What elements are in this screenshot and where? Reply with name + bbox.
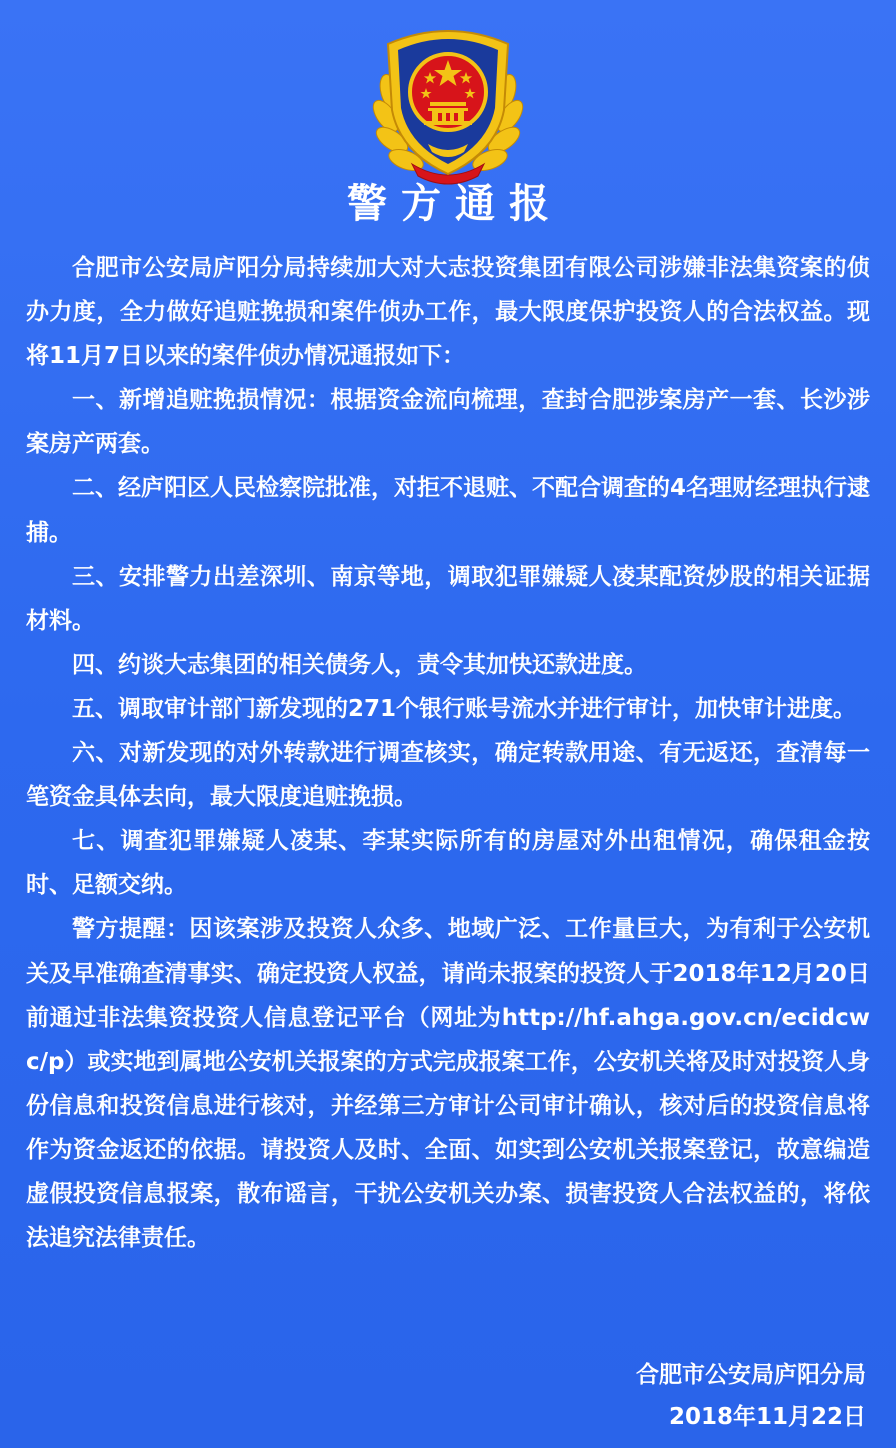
item-7-paragraph: 七、调查犯罪嫌疑人凌某、李某实际所有的房屋对外出租情况，确保租金按时、足额交纳。	[26, 828, 870, 899]
item-3-paragraph: 三、安排警力出差深圳、南京等地，调取犯罪嫌疑人凌某配资炒股的相关证据材料。	[26, 563, 870, 634]
item-6-paragraph: 六、对新发现的对外转款进行调查核实，确定转款用途、有无返还，查清每一笔资金具体去向，最大限度追赃挽损。	[26, 740, 870, 811]
item-5-paragraph: 五、调取审计部门新发现的271个银行账号流水并进行审计，加快审计进度。	[72, 695, 857, 722]
signature-block	[636, 1354, 866, 1438]
page-title: 警方通报	[347, 181, 563, 227]
intro-paragraph: 合肥市公安局庐阳分局持续加大对大志投资集团有限公司涉嫌非法集资案的侦办力度，全力做好追赃挽损和案件侦办工作，最大限度保护投资人的合法权益。现将11月7日以来的案件侦办情况通报如下：	[26, 255, 870, 370]
notice-body	[26, 246, 870, 1260]
item-1-paragraph: 一、新增追赃挽损情况：根据资金流向梳理，查封合肥涉案房产一套、长沙涉案房产两套。	[26, 387, 870, 458]
police-emblem-icon	[368, 14, 528, 186]
police-reminder-paragraph: 警方提醒：因该案涉及投资人众多、地域广泛、工作量巨大，为有利于公安机关及早准确查清事实、确定投资人权益，请尚未报案的投资人于2018年12月20日前通过非法集资投资人信息登记平台（网址为http://hf.ahga.gov.cn/ecidcwc/p）或实地到属地公安机关报案的方式完成报案工作，公安机关将及时对投资人身份信息和投资信息进行核对，并经第三方审计公司审计确认，核对后的投资信息将作为资金返还的依据。请投资人及时、全面、如实到公安机关报案登记，故意编造虚假投资信息报案，散布谣言，干扰公安机关办案、损害投资人合法权益的，将依法追究法律责任。	[26, 916, 870, 1252]
issue-date: 2018年11月22日	[668, 1404, 866, 1430]
item-4-paragraph: 四、约谈大志集团的相关债务人，责令其加快还款进度。	[72, 651, 647, 678]
issuer-name: 合肥市公安局庐阳分局	[636, 1362, 866, 1388]
item-2-paragraph: 二、经庐阳区人民检察院批准，对拒不退赃、不配合调查的4名理财经理执行逮捕。	[26, 475, 871, 546]
